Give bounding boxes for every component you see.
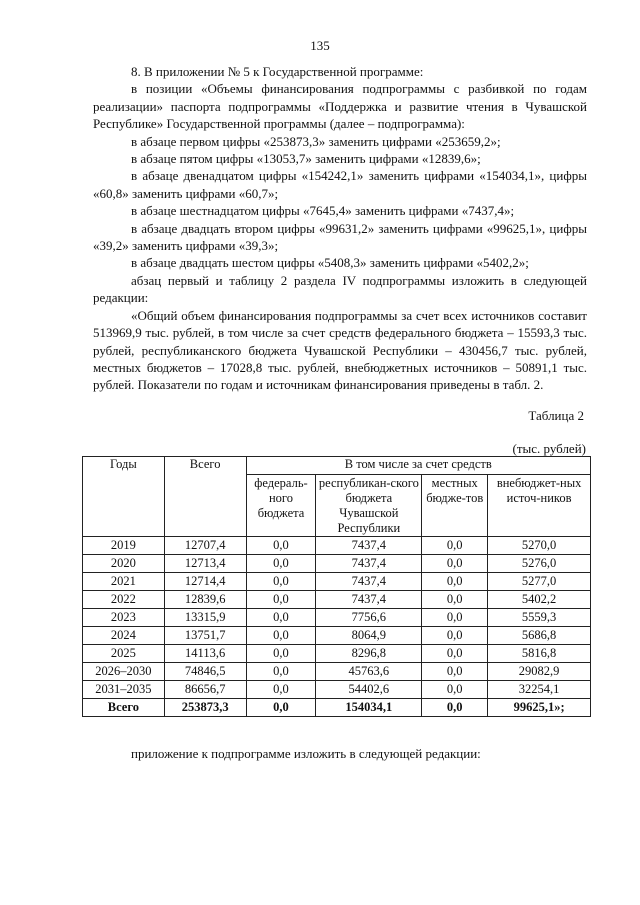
table-cell: 0,0: [246, 663, 316, 681]
table-cell: 13315,9: [164, 609, 246, 627]
paragraph: в абзаце пятом цифры «13053,7» заменить цифрами «12839,6»;: [131, 151, 481, 167]
table-cell: 2025: [83, 645, 165, 663]
table-cell: 8064,9: [316, 627, 422, 645]
table-cell: 7437,4: [316, 555, 422, 573]
table-cell: 0,0: [422, 609, 488, 627]
table-body: [83, 537, 591, 717]
paragraph: в абзаце двадцать шестом цифры «5408,3» заменить цифрами «5402,2»;: [131, 255, 529, 271]
table-cell: 0,0: [422, 555, 488, 573]
header-years: Годы: [83, 457, 165, 537]
table-cell: 29082,9: [488, 663, 591, 681]
table-cell: 5559,3: [488, 609, 591, 627]
table-cell: 12714,4: [164, 573, 246, 591]
table-cell: 86656,7: [164, 681, 246, 699]
table-cell: 2021: [83, 573, 165, 591]
table-row: [83, 555, 591, 573]
table-cell: 2022: [83, 591, 165, 609]
paragraph: абзац первый и таблицу 2 раздела IV подпрограммы изложить в следующей редакции:: [93, 272, 587, 306]
table-cell: 0,0: [422, 627, 488, 645]
table-units: (тыс. рублей): [512, 441, 586, 456]
paragraph: в абзаце двенадцатом цифры «154242,1» заменить цифрами «154034,1», цифры «60,8» заменить цифрами «60,7»;: [93, 168, 587, 201]
table-cell: 12713,4: [164, 555, 246, 573]
table-cell: 154034,1: [316, 699, 422, 717]
table-row: [83, 591, 591, 609]
page-number: 135: [310, 38, 330, 53]
table-cell: 7437,4: [316, 573, 422, 591]
table-cell: 14113,6: [164, 645, 246, 663]
header-total: Всего: [164, 457, 246, 537]
table-cell: 2031–2035: [83, 681, 165, 699]
table-cell: Всего: [83, 699, 165, 717]
table-cell: 0,0: [422, 699, 488, 717]
paragraph: в абзаце первом цифры «253873,3» заменить цифрами «253659,2»;: [131, 133, 501, 149]
table-row: [83, 681, 591, 699]
table-cell: 5686,8: [488, 627, 591, 645]
table-cell: 32254,1: [488, 681, 591, 699]
table-cell: 0,0: [422, 645, 488, 663]
table-row: [83, 645, 591, 663]
paragraph: в абзаце двадцать втором цифры «99631,2» заменить цифрами «99625,1», цифры «39,2» заменить цифрами «39,3»;: [93, 220, 587, 254]
table-caption: Таблица 2: [528, 408, 584, 423]
table-row: [83, 573, 591, 591]
table-cell: 2023: [83, 609, 165, 627]
table-cell: 0,0: [246, 681, 316, 699]
financing-table: [82, 456, 591, 717]
closing-text: приложение к подпрограмме изложить в следующей редакции:: [131, 746, 481, 761]
table-cell: 2019: [83, 537, 165, 555]
paragraph: «Общий объем финансирования подпрограммы за счет всех источников составит 513969,9 тыс. рублей, в том числе за счет средств федерального бюджета – 15593,3 тыс. рублей, республиканского бюджета Чувашской Республики – 430456,7 тыс. рублей, местных бюджетов – 17028,8 тыс. рублей, внебюджетных источников – 50891,1 тыс. рублей. Показатели по годам и источникам финансирования приведены в табл. 2.: [93, 307, 587, 393]
header-republican: республикан-ского бюджета Чувашской Республики: [316, 475, 422, 537]
table-cell: 0,0: [246, 555, 316, 573]
table-cell: 5276,0: [488, 555, 591, 573]
table-row: [83, 663, 591, 681]
table-cell: 74846,5: [164, 663, 246, 681]
table-total-row: [83, 699, 591, 717]
table-cell: 5402,2: [488, 591, 591, 609]
table-cell: 0,0: [246, 591, 316, 609]
amendment-text: [93, 63, 587, 394]
table-cell: 99625,1»;: [488, 699, 591, 717]
table-cell: 13751,7: [164, 627, 246, 645]
table-cell: 0,0: [246, 537, 316, 555]
table-cell: 54402,6: [316, 681, 422, 699]
header-group: В том числе за счет средств: [246, 457, 590, 475]
table-cell: 12839,6: [164, 591, 246, 609]
table-cell: 0,0: [246, 627, 316, 645]
table-cell: 7437,4: [316, 537, 422, 555]
table-cell: 2020: [83, 555, 165, 573]
table-cell: 253873,3: [164, 699, 246, 717]
table-cell: 0,0: [246, 609, 316, 627]
table-cell: 0,0: [422, 573, 488, 591]
table-row: [83, 627, 591, 645]
table-cell: 7437,4: [316, 591, 422, 609]
paragraph: 8. В приложении № 5 к Государственной программе:: [131, 64, 424, 79]
paragraph: в позиции «Объемы финансирования подпрограммы с разбивкой по годам реализации» паспорта подпрограммы «Поддержка и развитие чтения в Чувашской Республике» Государственной программы (далее – подпрограмма):: [93, 81, 587, 132]
table-cell: 0,0: [246, 699, 316, 717]
table-cell: 0,0: [422, 663, 488, 681]
paragraph: в абзаце шестнадцатом цифры «7645,4» заменить цифрами «7437,4»;: [131, 203, 515, 219]
table-cell: 2024: [83, 627, 165, 645]
table-cell: 45763,6: [316, 663, 422, 681]
table-cell: 2026–2030: [83, 663, 165, 681]
table-row: [83, 537, 591, 555]
table-cell: 0,0: [246, 573, 316, 591]
header-offbudget: внебюджет-ных источ-ников: [488, 475, 591, 537]
header-federal: федераль-ного бюджета: [246, 475, 316, 537]
table-cell: 0,0: [246, 645, 316, 663]
table-cell: 0,0: [422, 591, 488, 609]
table-cell: 12707,4: [164, 537, 246, 555]
table-cell: 0,0: [422, 537, 488, 555]
table-cell: 8296,8: [316, 645, 422, 663]
table-row: [83, 609, 591, 627]
header-local: местных бюдже-тов: [422, 475, 488, 537]
table-cell: 5270,0: [488, 537, 591, 555]
table-cell: 5816,8: [488, 645, 591, 663]
table-cell: 5277,0: [488, 573, 591, 591]
table-cell: 7756,6: [316, 609, 422, 627]
table-cell: 0,0: [422, 681, 488, 699]
